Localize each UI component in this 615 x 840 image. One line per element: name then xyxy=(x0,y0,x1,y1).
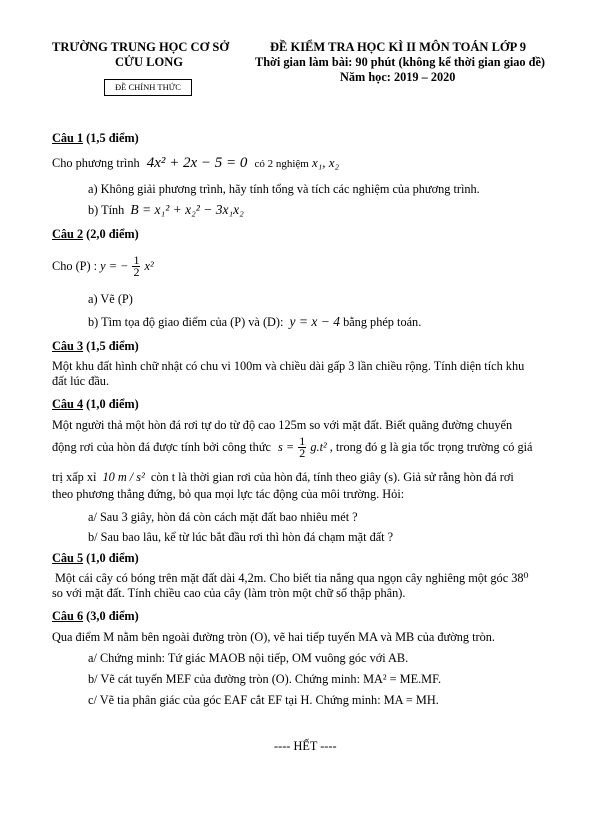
q1-points: (1,5 điểm) xyxy=(86,131,139,145)
q5-line2: so với mặt đất. Tính chiều cao của cây (làm tròn một chữ số thập phân). xyxy=(52,586,406,600)
q5-heading xyxy=(52,551,139,566)
q1-part-b-prefix: b) Tính xyxy=(88,203,125,217)
q2-line-equation: y = x − 4 xyxy=(289,314,340,329)
q4-g-value: 10 m / s² xyxy=(102,470,145,484)
q2-fraction-denominator: 2 xyxy=(133,265,140,279)
official-exam-badge-label: ĐỀ CHÍNH THỨC xyxy=(115,82,181,92)
q1-intro-prefix: Cho phương trình xyxy=(52,156,140,170)
q4-heading xyxy=(52,397,139,412)
q6-part-b: b/ Vẽ cát tuyến MEF của đường tròn (O). Chứng minh: MA² = ME.MF. xyxy=(88,672,442,686)
school-year: Năm học: 2019 – 2020 xyxy=(340,70,456,84)
q1-intro-suffix: có 2 nghiệm xyxy=(254,158,309,170)
school-name-line2: CỬU LONG xyxy=(115,55,183,69)
q4-label: Câu 4 xyxy=(52,397,84,411)
q2-fraction xyxy=(132,255,140,278)
q4-points: (1,0 điểm) xyxy=(86,397,139,411)
q6-heading xyxy=(52,609,139,624)
q3-line1: Một khu đất hình chữ nhật có chu vi 100m và chiều dài gấp 3 lần chiều rộng. Tính diện tích khu xyxy=(52,359,525,373)
q6-points: (3,0 điểm) xyxy=(86,609,139,623)
q3-label: Câu 3 xyxy=(52,339,84,353)
q2-points: (2,0 điểm) xyxy=(86,227,139,241)
q4-line2 xyxy=(52,436,532,459)
q4-formula-lhs: s = xyxy=(278,440,295,454)
q1-equation: 4x² + 2x − 5 = 0 xyxy=(146,155,248,171)
q3-points: (1,5 điểm) xyxy=(86,339,139,353)
q4-formula-rhs: g.t² xyxy=(310,440,327,454)
q2-intro-text: Cho (P) : xyxy=(52,259,98,273)
q2-part-b-prefix: b) Tìm tọa độ giao điểm của (P) và (D): xyxy=(88,315,284,329)
q2-intro xyxy=(52,255,154,278)
exam-time: Thời gian làm bài: 90 phút (không kể thời gian giao đề) xyxy=(255,55,546,69)
q3-heading xyxy=(52,339,139,354)
q5-points: (1,0 điểm) xyxy=(86,551,139,565)
q2-part-a: a) Vẽ (P) xyxy=(88,292,133,306)
q1-intro xyxy=(52,155,339,172)
exam-title: ĐỀ KIỂM TRA HỌC KÌ II MÔN TOÁN LỚP 9 xyxy=(270,40,526,54)
q1-roots: x₁, x₂ xyxy=(311,155,340,170)
q4-part-a: a/ Sau 3 giây, hòn đá còn cách mặt đất bao nhiêu mét ? xyxy=(88,510,358,524)
q1-label: Câu 1 xyxy=(52,131,84,145)
q4-line4: theo phương thẳng đứng, bỏ qua mọi lực tác động của môi trường. Hỏi: xyxy=(52,487,405,501)
q2-parabola-rhs: x² xyxy=(144,259,154,273)
q1-expression-b: B = x₁² + x₂² − 3x₁x₂ xyxy=(130,202,244,217)
q4-line1: Một người thả một hòn đá rơi tự do từ độ cao 125m so với mặt đất. Biết quãng đường chuyển xyxy=(52,418,513,432)
q2-label: Câu 2 xyxy=(52,227,84,241)
q6-label: Câu 6 xyxy=(52,609,84,623)
q2-heading xyxy=(52,227,139,242)
school-name: TRƯỜNG TRUNG HỌC CƠ SỞ xyxy=(52,40,230,54)
end-marker: ---- HẾT ---- xyxy=(274,739,337,753)
q5-label: Câu 5 xyxy=(52,551,84,565)
q5-line1: Một cái cây có bóng trên mặt đất dài 4,2m. Cho biết tia nắng qua ngọn cây nghiêng một góc 38⁰ xyxy=(55,571,529,585)
q4-fraction xyxy=(298,436,306,459)
q2-part-b xyxy=(88,314,421,330)
q6-part-c: c/ Vẽ tia phân giác của góc EAF cắt EF tại H. Chứng minh: MA = MH. xyxy=(88,693,439,707)
q4-line2-suffix: , trong đó g là gia tốc trọng trường có giá xyxy=(329,440,533,454)
q2-fraction-numerator: 1 xyxy=(133,253,140,267)
q6-intro: Qua điểm M nằm bên ngoài đường tròn (O), vẽ hai tiếp tuyến MA và MB của đường tròn. xyxy=(52,630,495,644)
q4-line2-prefix: động rơi của hòn đá được tính bởi công thức xyxy=(52,440,271,454)
q6-part-a: a/ Chứng minh: Tứ giác MAOB nội tiếp, OM vuông góc với AB. xyxy=(88,651,409,665)
q2-part-b-suffix: bằng phép toán. xyxy=(343,315,422,329)
q4-line3-suffix: còn t là thời gian rơi của hòn đá, tính theo giây (s). Giả sử rằng hòn đá rơi xyxy=(150,470,514,484)
q4-fraction-denominator: 2 xyxy=(299,446,306,460)
q4-part-b: b/ Sau bao lâu, kể từ lúc bắt đầu rơi thì hòn đá chạm mặt đất ? xyxy=(88,530,394,544)
q1-heading xyxy=(52,131,139,146)
q4-line3 xyxy=(52,470,514,485)
q4-fraction-numerator: 1 xyxy=(299,434,306,448)
q2-parabola-lhs: y = − xyxy=(100,259,129,273)
official-exam-badge xyxy=(104,79,192,96)
q3-line2: đất lúc đầu. xyxy=(52,374,110,388)
q4-line3-prefix: trị xấp xỉ xyxy=(52,470,97,484)
q1-part-a: a) Không giải phương trình, hãy tính tổng và tích các nghiệm của phương trình. xyxy=(88,182,480,196)
q1-part-b xyxy=(88,202,244,218)
